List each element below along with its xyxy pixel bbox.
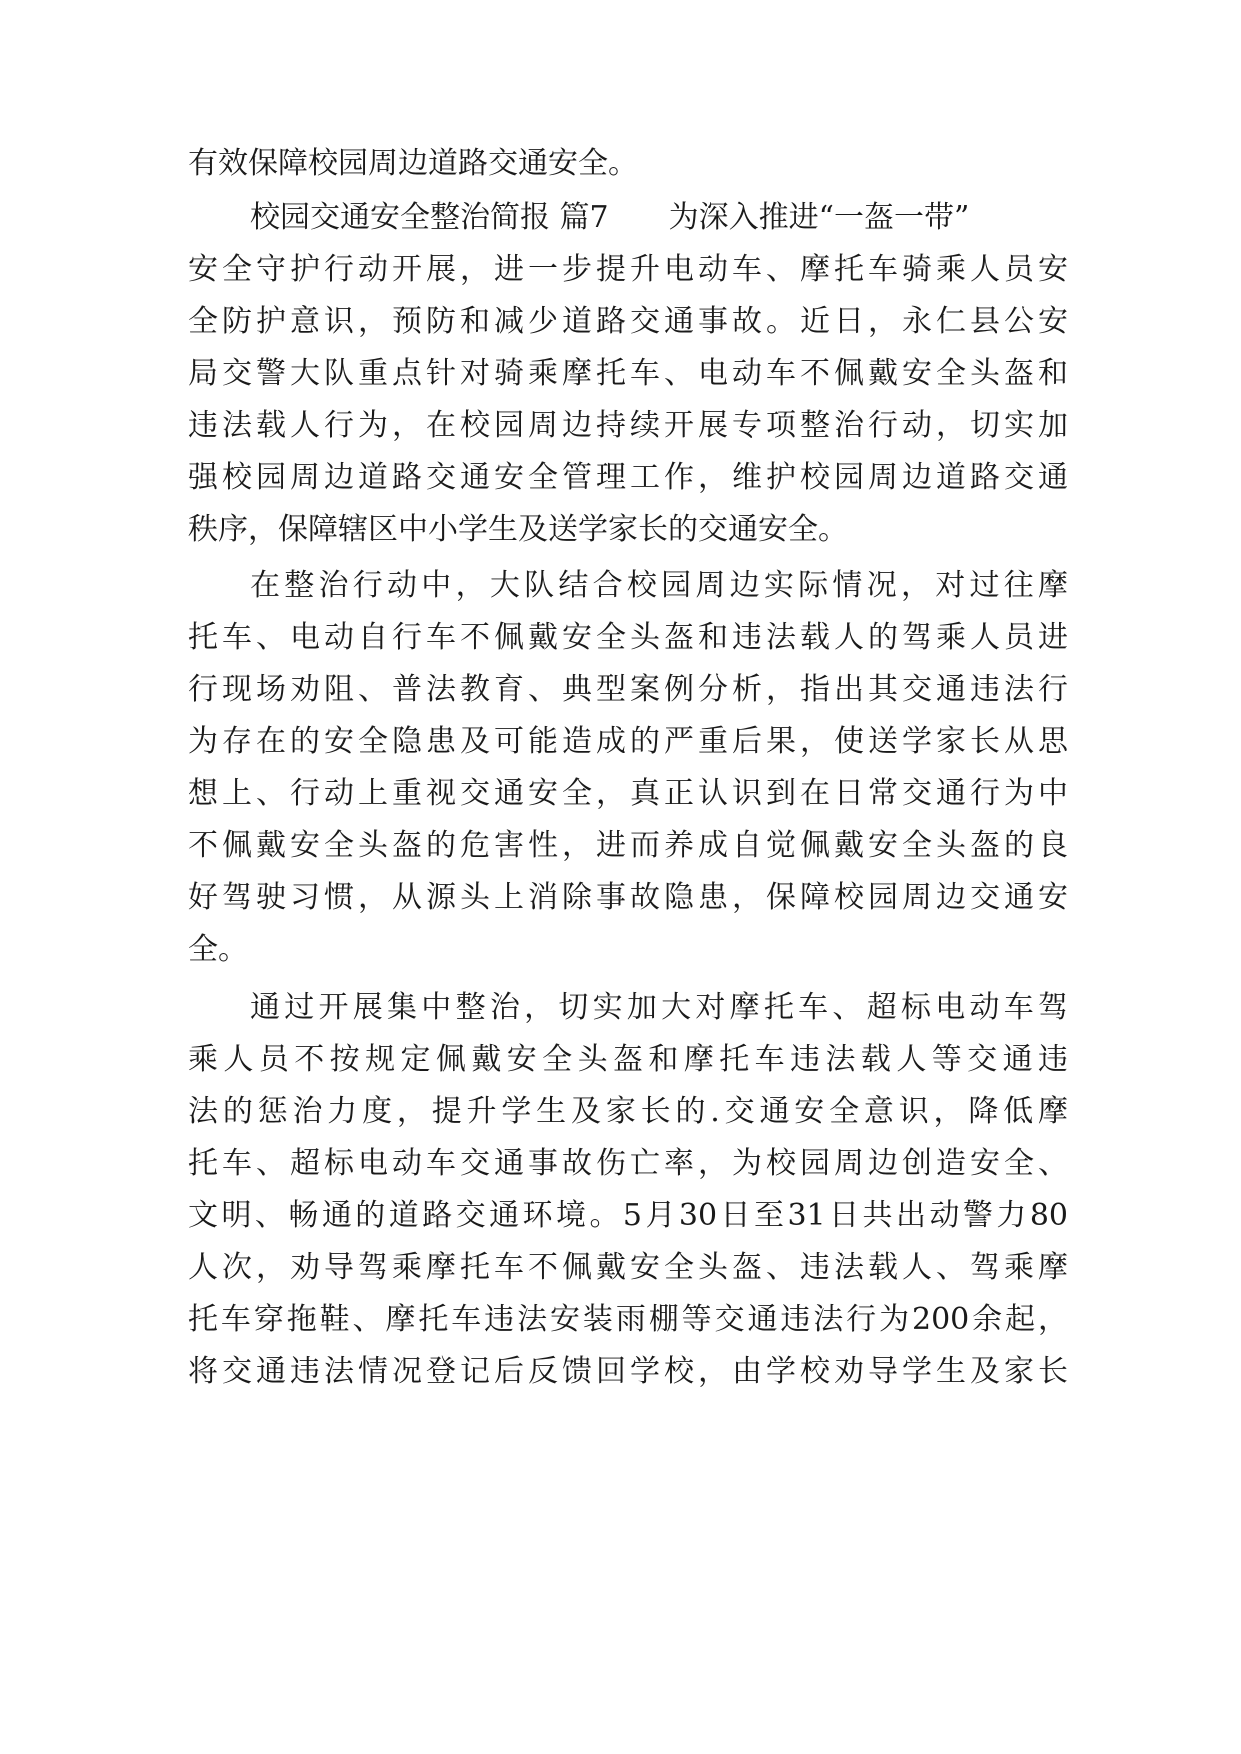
text-line-12: 为存在的安全隐患及可能造成的严重后果，使送学家长从思 bbox=[188, 724, 1068, 759]
text-line-2 bbox=[250, 192, 969, 244]
text-line-11: 行现场劝阻、普法教育、典型案例分析，指出其交通违法行 bbox=[188, 672, 1068, 707]
text-line-13: 想上、行动上重视交通安全，真正认识到在日常交通行为中 bbox=[188, 776, 1068, 811]
text-line-24: 将交通违法情况登记后反馈回学校，由学校劝导学生及家长 bbox=[188, 1354, 1068, 1389]
text-line-5: 局交警大队重点针对骑乘摩托车、电动车不佩戴安全头盔和 bbox=[188, 356, 1068, 391]
text-line-1: 有效保障校园周边道路交通安全。 bbox=[188, 146, 638, 181]
text-line-23: 托车穿拖鞋、摩托车违法安装雨棚等交通违法行为200余起， bbox=[188, 1302, 1068, 1337]
text-line-15: 好驾驶习惯，从源头上消除事故隐患，保障校园周边交通安 bbox=[188, 880, 1068, 915]
text-line-2-body: 为深入推进“一盔一带” bbox=[668, 200, 970, 235]
text-line-10: 托车、电动自行车不佩戴安全头盔和违法载人的驾乘人员进 bbox=[188, 620, 1068, 655]
section-heading: 校园交通安全整治简报 篇7 bbox=[250, 200, 609, 235]
text-line-17: 通过开展集中整治，切实加大对摩托车、超标电动车驾 bbox=[250, 990, 1068, 1025]
text-line-7: 强校园周边道路交通安全管理工作，维护校园周边道路交通 bbox=[188, 460, 1068, 495]
text-line-19: 法的惩治力度，提升学生及家长的.交通安全意识，降低摩 bbox=[188, 1094, 1068, 1129]
text-line-14: 不佩戴安全头盔的危害性，进而养成自觉佩戴安全头盔的良 bbox=[188, 828, 1068, 863]
text-line-16: 全。 bbox=[188, 932, 248, 967]
text-line-8: 秩序，保障辖区中小学生及送学家长的交通安全。 bbox=[188, 512, 848, 547]
text-line-18: 乘人员不按规定佩戴安全头盔和摩托车违法载人等交通违 bbox=[188, 1042, 1068, 1077]
text-line-3: 安全守护行动开展，进一步提升电动车、摩托车骑乘人员安 bbox=[188, 252, 1068, 287]
text-line-4: 全防护意识，预防和减少道路交通事故。近日，永仁县公安 bbox=[188, 304, 1068, 339]
text-line-20: 托车、超标电动车交通事故伤亡率，为校园周边创造安全、 bbox=[188, 1146, 1068, 1181]
text-line-21: 文明、畅通的道路交通环境。5月30日至31日共出动警力80 bbox=[188, 1198, 1068, 1233]
text-line-22: 人次，劝导驾乘摩托车不佩戴安全头盔、违法载人、驾乘摩 bbox=[188, 1250, 1068, 1285]
text-line-6: 违法载人行为，在校园周边持续开展专项整治行动，切实加 bbox=[188, 408, 1068, 443]
text-line-9: 在整治行动中，大队结合校园周边实际情况，对过往摩 bbox=[250, 568, 1068, 603]
